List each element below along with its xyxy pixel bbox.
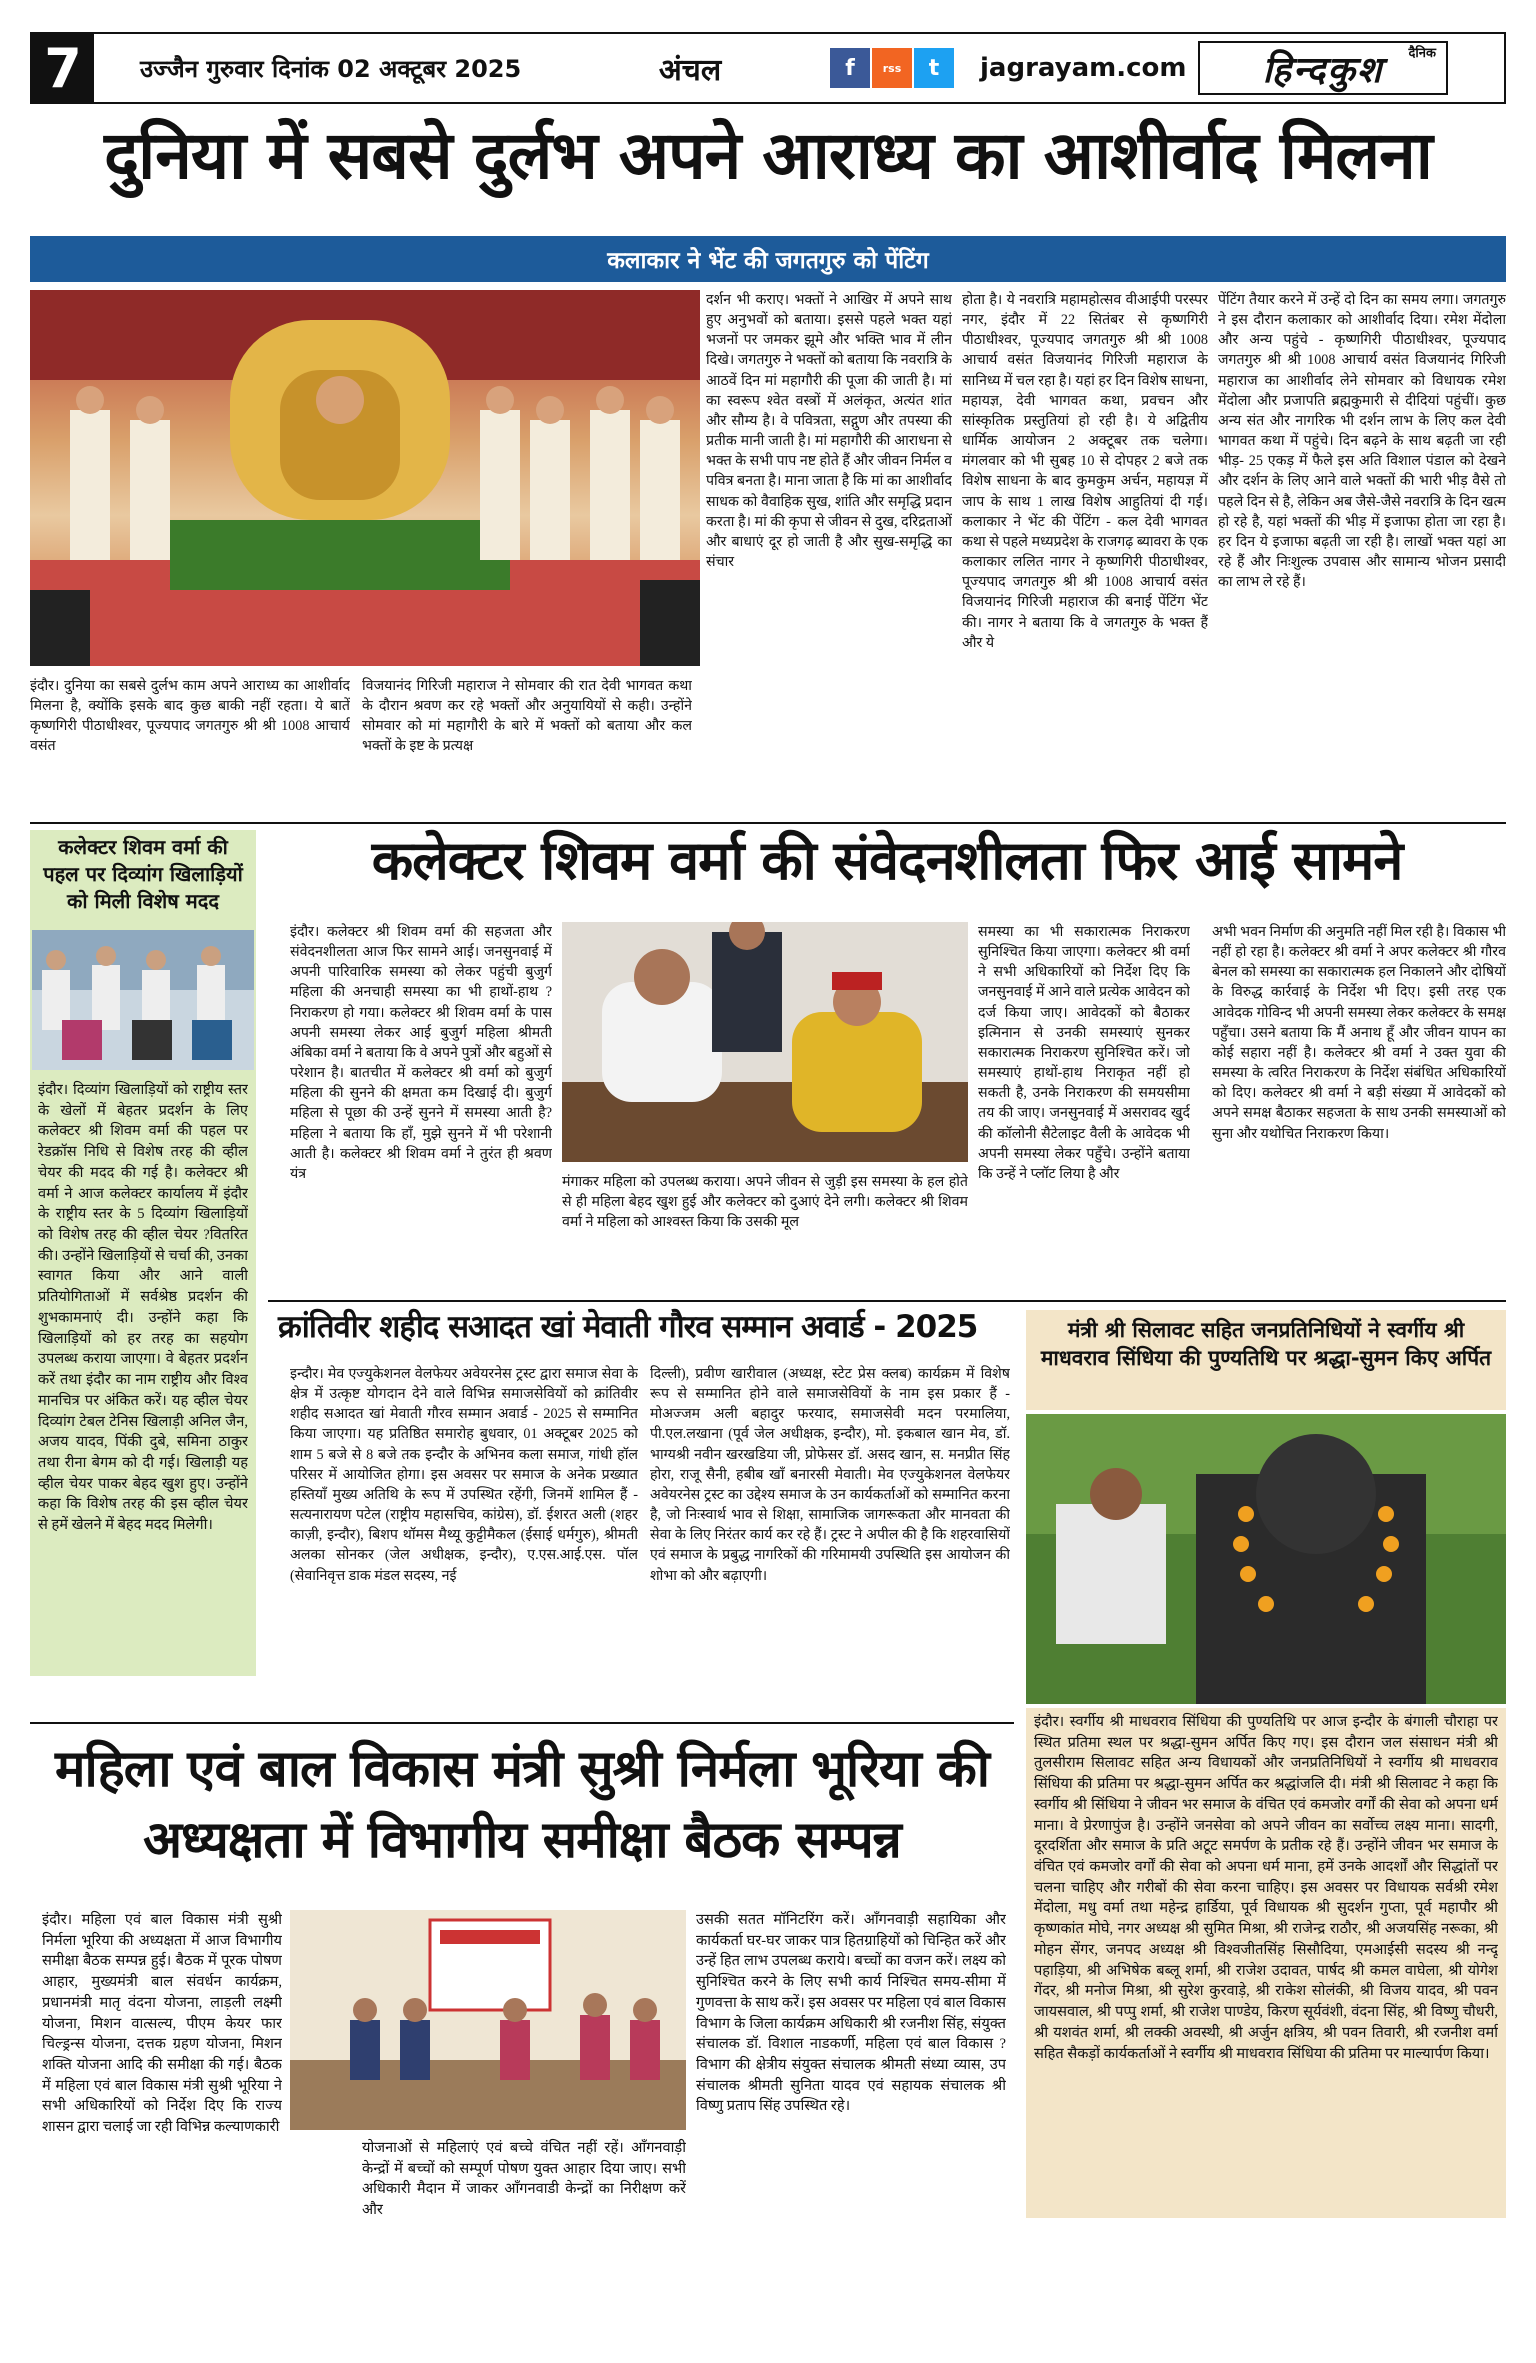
divider <box>268 1300 1506 1302</box>
story3-col-2: दिल्ली), प्रवीण खारीवाल (अध्यक्ष, स्टेट प्रेस क्लब) कार्यक्रम में विशेष रूप से सम्मानित होने वाले समाजसेवियों के नाम इस प्रकार हैं - मोअज्जम अली बहादुर फरयाद, समाजसेवी मदन परमालिया, पी.एल.लखाना (पूर्व जेल अधीक्षक, इन्दौर), मो. इकबाल खान मेव, डॉ. भाग्यश्री नवीन खरखडिया जी, प्रोफेसर डॉ. असद खान, स. मनप्रीत सिंह होरा, राजू सैनी, हबीब खॉं बनारसी मेवाती। मेव एज्युकेशनल वेलफेयर अवेयरनेस ट्रस्ट का उद्देश्य समाज के उन कार्यकर्ताओं को सम्मानित करना है, जो निःस्वार्थ भाव से शिक्षा, सामाजिक जागरूकता और मानवता की सेवा के लिए निरंतर कार्य कर रहे हैं। ट्रस्ट ने अपील की है कि शहरवासियों एवं समाज के प्रबुद्ध नागरिकों की गरिमामयी उपस्थिति इस आयोजन की शोभा को और बढ़ाएगी। <box>650 1366 1010 1584</box>
sidebar2-photo <box>1026 1414 1506 1704</box>
divider <box>30 822 1506 824</box>
dateline: उज्जैन गुरुवार दिनांक 02 अक्टूबर 2025 <box>140 54 522 83</box>
twitter-icon[interactable]: t <box>914 48 954 88</box>
story1-subhead: कलाकार ने भेंट की जगतगुरु को पेंटिंग <box>30 236 1506 282</box>
website-link[interactable]: jagrayam.com <box>980 53 1187 83</box>
story2-col-3: समस्या का भी सकारात्मक निराकरण सुनिश्चित किया जाएगा। कलेक्टर श्री वर्मा ने सभी अधिकारियों को निर्देश दिए कि जनसुनवाई में आने वाले प्रत्येक आवेदन को दर्ज किया जाए। आवेदकों को बैठाकर इत्मिनान से उनकी समस्याएं सुनकर सकारात्मक निराकरण सुनिश्चित करें। जो समस्याएं हाथों-हाथ निराकृत नहीं हो सकती है, उनके निराकरण की समयसीमा तय की जाए। जनसुनवाई में असरावद खुर्द की कॉलोनी सैटेलाइट वैली के आवेदक भी अपनी समस्या लेकर पहुँचे। उन्होंने बताया कि उन्हें ने प्लॉट लिया है और <box>978 924 1190 1182</box>
story1-photo <box>30 290 700 666</box>
story1-headline: दुनिया में सबसे दुर्लभ अपने आराध्य का आशीर्वाद मिलना <box>104 117 1432 194</box>
story1-col-2: होता है। ये नवरात्रि महामहोत्सव वीआईपी परस्पर नगर, इंदौर में 22 सितंबर से कृष्णगिरी पीठाधीश्वर, पूज्यपाद जगतगुरु श्री श्री 1008 आचार्य वसंत विजयानंद गिरिजी महाराज के सानिध्य में चल रहा है। यहां हर दिन विशेष साधना, महायज्ञ, देवी भागवत कथा, प्रवचन और सांस्कृतिक प्रस्तुतियां हो रही है। ये अद्वितीय धार्मिक आयोजन 2 अक्टूबर तक चलेगा। मंगलवार को भी सुबह 10 से दोपहर 2 बजे तक विशेष साधना के बाद कुमकुम अर्चन, महायज्ञ में जाप के साथ 1 लाख विशेष आहुतियां दी गई। कलाकार ने भेंट की पेंटिंग - कल देवी भागवत कथा से पहले मध्यप्रदेश के राजगढ़ ब्यावरा के एक कलाकार ललित नागर ने कृष्णगिरी पीठाधीश्वर, पूज्यपाद जगतगुरु श्री श्री 1008 आचार्य वसंत विजयानंद गिरिजी महाराज की बनाई पेंटिंग भेंट की। नागर ने बताया कि वे जगतगुरु के भक्त हैं और ये <box>962 292 1208 651</box>
rss-icon[interactable]: rss <box>872 48 912 88</box>
sidebar1-headline: कलेक्टर शिवम वर्मा की पहल पर दिव्यांग खिलाड़ियों को मिली विशेष मदद <box>43 835 243 913</box>
masthead-tag: दैनिक <box>1408 46 1436 61</box>
masthead-logo <box>1198 41 1448 95</box>
page-number: 7 <box>32 34 94 102</box>
page-header <box>30 32 1506 104</box>
story2-col-4: अभी भवन निर्माण की अनुमति नहीं मिल रही है। विकास भी नहीं हो रहा है। कलेक्टर श्री वर्मा ने अपर कलेक्टर श्री गौरव बेनल को समस्या का सकारात्मक हल निकालने और दोषियों के विरुद्ध कार्रवाई के निर्देश भी दिए। इसी तरह एक आवेदक गोविन्द भी अपनी समस्या लेकर कलेक्टर के समक्ष पहुँचा। उसने बताया कि मैं अनाथ हूँ और जीवन यापन का कोई सहारा नहीं है। कलेक्टर श्री वर्मा ने उक्त युवा की समस्या के त्वरित निराकरण के निर्देश संबंधित अधिकारियों को दिए। कलेक्टर श्री वर्मा ने बड़ी संख्या में आवेदकों को अपने समक्ष बैठाकर सहजता के साथ उनकी समस्याओं को सुना और यथोचित निराकरण किया। <box>1212 924 1506 1142</box>
sidebar2-body: इंदौर। स्वर्गीय श्री माधवराव सिंधिया की पुण्यतिथि पर आज इन्दौर के बंगाली चौराहा पर स्थित प्रतिमा स्थल पर श्रद्धा-सुमन अर्पित किए गए। इस दौरान जल संसाधन मंत्री श्री तुलसीराम सिलावट सहित अन्य विधायकों और जनप्रतिनिधियों ने स्वर्गीय श्री माधवराव सिंधिया की प्रतिमा पर श्रद्धा-सुमन अर्पित कर श्रद्धांजलि दी। मंत्री श्री सिलावट ने कहा कि स्वर्गीय श्री सिंधिया ने जीवन भर समाज के वंचित एवं कमजोर वर्गों की सेवा को अपना धर्म माना। वे प्रेरणापुंज है। उन्होंने जनसेवा को अपने जीवन का सर्वोच्च लक्ष्य माना। सादगी, दूरदर्शिता और समाज के प्रति अटूट समर्पण के प्रतीक रहे हैं। उन्होंने जीवन भर समाज के वंचित एवं कमजोर वर्गों की सेवा को अपना धर्म माना, हमें उनके आदर्शों और सिद्धांतों पर चलना चाहिए और गरीबों की सेवा करना चाहिए। इस अवसर पर विधायक सर्वश्री रमेश मेंदोला, मधु वर्मा तथा महेन्द्र हार्डिया, पूर्व विधायक श्री सुदर्शन गुप्ता, पूर्व महापौर श्री कृष्णकांत मोघे, नगर अध्यक्ष श्री सुमित मिश्रा, श्री राजेन्द्र राठौर, श्री अजयसिंह नरूका, श्री मोहन सेंगर, जनपद अध्यक्ष श्री विश्वजीतसिंह सिसौदिया, एमआईसी सदस्य श्री नन्दू पहाड़िया, श्री अभिषेक बब्लू शर्मा, श्री राजेश उदावत, पार्षद श्री कमल वाघेला, श्री योगेश गेंदर, श्री मनोज मिश्रा, श्री सुरेश कुरवाड़े, श्री राकेश सोलंकी, श्री विजय यादव, श्री पवन जायसवाल, श्री पप्पु शर्मा, श्री राजेश पाण्डेय, किरण सूर्यवंशी, वंदना सिंह, श्री विष्णु चौधरी, श्री यशवंत शर्मा, श्री लक्की अवस्थी, श्री अर्जुन क्षत्रिय, श्री पवन तिवारी, श्री रजनीश वर्मा सहित सैकड़ों कार्यकर्ताओं ने स्वर्गीय श्री माधवराव सिंधिया की प्रतिमा पर माल्यार्पण किया। <box>1034 1714 1498 2062</box>
story4-col-3: उसकी सतत मॉनिटरिंग करें। आँगनवाड़ी सहायिका और कार्यकर्ता घर-घर जाकर पात्र हितग्राहियों को चिन्हित करें और उन्हें हित लाभ उपलब्ध कराये। बच्चों का वजन करें। लक्ष्य को सुनिश्चित करने के लिए सभी कार्य निश्चित समय-सीमा में गुणवत्ता के साथ करें। इस अवसर पर महिला एवं बाल विकास विभाग के जिला कार्यक्रम अधिकारी श्री रजनीश सिंह, संयुक्त संचालक डॉ. विशाल नाडकर्णी, महिला एवं बाल विकास ?विभाग की क्षेत्रीय संयुक्त संचालक श्रीमती संध्या व्यास, उप संचालक श्रीमती सुनिता यादव एवं सहायक संचालक श्री विष्णु प्रताप सिंह उपस्थित रहे। <box>696 1912 1006 2115</box>
story2-col-2: मंगाकर महिला को उपलब्ध कराया। अपने जीवन से जुड़ी इस समस्या के हल होते से ही महिला बेहद खुश हुई और कलेक्टर को दुआएं देने लगी। कलेक्टर श्री शिवम वर्मा ने महिला को आश्वस्त किया कि उसकी मूल <box>562 1174 968 1231</box>
story4-col-1: इंदौर। महिला एवं बाल विकास मंत्री सुश्री निर्मला भूरिया की अध्यक्षता में आज विभागीय समीक्षा बैठक सम्पन्न हुई। बैठक में पूरक पोषण आहार, मुख्यमंत्री बाल संवर्धन कार्यक्रम, प्रधानमंत्री मातृ वंदना योजना, लाड़ली लक्ष्मी योजना, मिशन वात्सल्य, पीएम केयर फार चिल्ड्रन्स योजना, दत्तक ग्रहण योजना, मिशन शक्ति योजना आदि की समीक्षा की गई। बैठक में महिला एवं बाल विकास मंत्री सुश्री भूरिया ने सभी अधिकारियों को निर्देश दिए कि राज्य शासन द्वारा चलाई जा रही विभिन्न कल्याणकारी <box>42 1912 282 2136</box>
story3-col-1: इन्दौर। मेव एज्युकेशनल वेलफेयर अवेयरनेस ट्रस्ट द्वारा समाज सेवा के क्षेत्र में उत्कृष्ट योगदान देने वाले विभिन्न समाजसेवियों को क्रांतिवीर शहीद सआदत खां मेवाती गौरव सम्मान अवार्ड - 2025 से सम्मानित किया जाएगा। यह प्रतिष्ठित समारोह बुधवार, 01 अक्टूबर 2025 को शाम 5 बजे से 8 बजे तक इन्दौर के अभिनव कला समाज, गांधी हॉल परिसर में आयोजित होगा। इस अवसर पर समाज के अनेक प्रख्यात हस्तियाँ मुख्य अतिथि के रूप में उपस्थित रहेंगी, जिनमें शामिल हैं - सत्यनारायण पटेल (राष्ट्रीय महासचिव, कांग्रेस), डॉ. ईशरत अली (शहर काज़ी, इन्दौर), बिशप थॉमस मैथ्यू कुट्टीमैकल (ईसाई धर्मगुरु), श्रीमती अलका सोनकर (जेल अधीक्षक, इन्दौर), ए.एस.आई.एस. पॉल (सेवानिवृत्त डाक मंडल सदस्य, नई <box>290 1366 638 1584</box>
story2-photo <box>562 922 968 1162</box>
story1-col-3: पेंटिंग तैयार करने में उन्हें दो दिन का समय लगा। जगतगुरु ने इस दौरान कलाकार को आशीर्वाद दिया। रमेश मेंदोला और अन्य पहुंचे - कृष्णगिरी पीठाधीश्वर, पूज्यपाद जगतगुरु श्री श्री 1008 आचार्य वसंत विजयानंद गिरिजी महाराज का आशीर्वाद लेने सोमवार को विधायक रमेश मेंदोला और प्रजापति ब्रह्मकुमारी से दीदियां पहुंचीं। कुछ अन्य संत और नागरिक भी दर्शन लाभ के लिए कल देवी भागवत कथा में पहुंचे। दिन बढ़ने के साथ बढ़ती जा रही भीड़- 25 एकड़ में फैले इस अति विशाल पंडाल को देखने और दर्शन के लिए आने वाले भक्तों की भारी भीड़ वैसे तो पहले दिन से है, लेकिन अब जैसे-जैसे नवरात्रि के दिन खत्म हो रहे है, यहां भक्तों की भीड़ में इजाफा होता जा रहा है। हर दिन ये इजाफा बढ़ती जा रही है। लाखों भक्त यहां आ रहे हैं और निःशुल्क उपवास और सामान्य भोजन प्रसादी का लाभ ले रहे हैं। <box>1218 292 1506 591</box>
sidebar2-headline: मंत्री श्री सिलावट सहित जनप्रतिनिधियों ने स्वर्गीय श्री माधवराव सिंधिया की पुण्यतिथि पर श्रद्धा-सुमन किए अर्पित <box>1040 1318 1492 1371</box>
sidebar1-photo <box>32 930 254 1070</box>
story3-headline: क्रांतिवीर शहीद सआदत खां मेवाती गौरव सम्मान अवार्ड - 2025 <box>278 1309 978 1345</box>
section-name: अंचल <box>658 52 722 88</box>
story1-col-1: दर्शन भी कराए। भक्तों ने आखिर में अपने साथ हुए अनुभवों को बताया। इससे पहले भक्त यहां भजनों पर जमकर झूमे और भक्ति भाव में लीन दिखे। जगतगुरु ने भक्तों को बताया कि नवरात्रि के आठवें दिन मां महागौरी की पूजा की जाती है। मां का स्वरूप श्वेत वस्त्रों में अलंकृत, अत्यंत शांत और सौम्य है। वे पवित्रता, सद्गुण और तपस्या की प्रतीक मानी जाती है। मां महागौरी की आराधना से भक्त के सभी पाप नष्ट होते हैं और जीवन निर्मल व पवित्र बनता है। माना जाता है कि मां का आशीर्वाद साधक को वैवाहिक सुख, शांति और समृद्धि प्रदान करता है। मां की कृपा से जीवन से दुख, दरिद्रताओं और बाधाएं दूर हो जाती है और सुख-समृद्धि का संचार <box>706 292 952 571</box>
story1-caption: इंदौर। दुनिया का सबसे दुर्लभ काम अपने आराध्य का आशीर्वाद मिलना है, क्योंकि इसके बाद कुछ बाकी नहीं रहता। ये बातें कृष्णगिरी पीठाधीश्वर, पूज्यपाद जगतगुरु श्री श्री 1008 आचार्य वसंत <box>30 678 350 755</box>
sidebar1-body: इंदौर। दिव्यांग खिलाड़ियों को राष्ट्रीय स्तर के खेलों में बेहतर प्रदर्शन के लिए कलेक्टर श्री शिवम वर्मा की पहल पर रेडक्रॉस निधि से विशेष तरह की व्हील चेयर की मदद की गई है। कलेक्टर श्री वर्मा ने आज कलेक्टर कार्यालय में इंदौर के राष्ट्रीय स्तर के 5 दिव्यांग खिलाड़ियों को विशेष तरह की व्हील चेयर ?वितरित की। उन्होंने खिलाड़ियों से चर्चा की, उनका स्वागत किया और आने वाली प्रतियोगिताओं में सर्वश्रेष्ठ प्रदर्शन की शुभकामनाएं दी। उन्होंने कहा कि खिलाड़ियों को हर तरह का सहयोग उपलब्ध कराया जाएगा। वे बेहतर प्रदर्शन करें तथा इंदौर का नाम राष्ट्रीय और विश्व मानचित्र पर अंकित करें। यह व्हील चेयर दिव्यांग टेबल टेनिस खिलाड़ी अनिल जैन, अजय यादव, पिंकी दुबे, समिना ठाकुर तथा रीना बेगम को दी गई। खिलाड़ी यह व्हील चेयर पाकर बेहद खुश हुए। उन्होंने कहा कि विशेष तरह की इस व्हील चेयर से हमें खेलने में बेहद मदद मिलेगी। <box>38 1082 248 1534</box>
story1-caption-2: विजयानंद गिरिजी महाराज ने सोमवार की रात देवी भागवत कथा के दौरान श्रवण कर रहे भक्तों और अनुयायियों से कही। उन्होंने सोमवार को मां महागौरी के बारे में भक्तों को बताया और कल भक्तों के इष्ट के प्रत्यक्ष <box>362 678 692 755</box>
story4-headline: महिला एवं बाल विकास मंत्री सुश्री निर्मला भूरिया की अध्यक्षता में विभागीय समीक्षा बैठक सम्पन्न <box>54 1740 990 1871</box>
story4-col-2: योजनाओं से महिलाएं एवं बच्चे वंचित नहीं रहें। आँगनवाड़ी केन्द्रों में बच्चों को सम्पूर्ण पोषण युक्त आहार दिया जाए। सभी अधिकारी मैदान में जाकर आँगनवाडी केन्द्रों का निरीक्षण करें और <box>362 2140 686 2219</box>
story4-photo <box>290 1910 686 2130</box>
divider <box>30 1722 1014 1724</box>
social-links <box>830 48 954 88</box>
story2-col-1: इंदौर। कलेक्टर श्री शिवम वर्मा की सहजता और संवेदनशीलता आज फिर सामने आई। जनसुनवाई में अपनी पारिवारिक समस्या को लेकर पहुंची बुजुर्ग महिला की अनचाही समस्या का भी हाथों-हाथ ?निराकरण हो गया। कलेक्टर श्री शिवम वर्मा के पास अपनी समस्या लेकर आई बुजुर्ग महिला श्रीमती अंबिका वर्मा ने बताया कि वे अपने पुत्रों और बहुओं से परेशान है। बातचीत में कलेक्टर श्री वर्मा को बुजुर्ग महिला की सुनने की क्षमता कम दिखाई दी। बुजुर्ग महिला से पूछा की उन्हें सुनने में समस्या आती है? महिला ने बताया कि हाँ, मुझे सुनने में भी परेशानी आती है। कलेक्टर श्री शिवम वर्मा ने तुरंत ही श्रवण यंत्र <box>290 924 552 1182</box>
facebook-icon[interactable]: f <box>830 48 870 88</box>
story2-headline: कलेक्टर शिवम वर्मा की संवेदनशीलता फिर आई सामने <box>371 829 1403 892</box>
masthead-name: हिन्दकुश <box>1262 48 1384 91</box>
